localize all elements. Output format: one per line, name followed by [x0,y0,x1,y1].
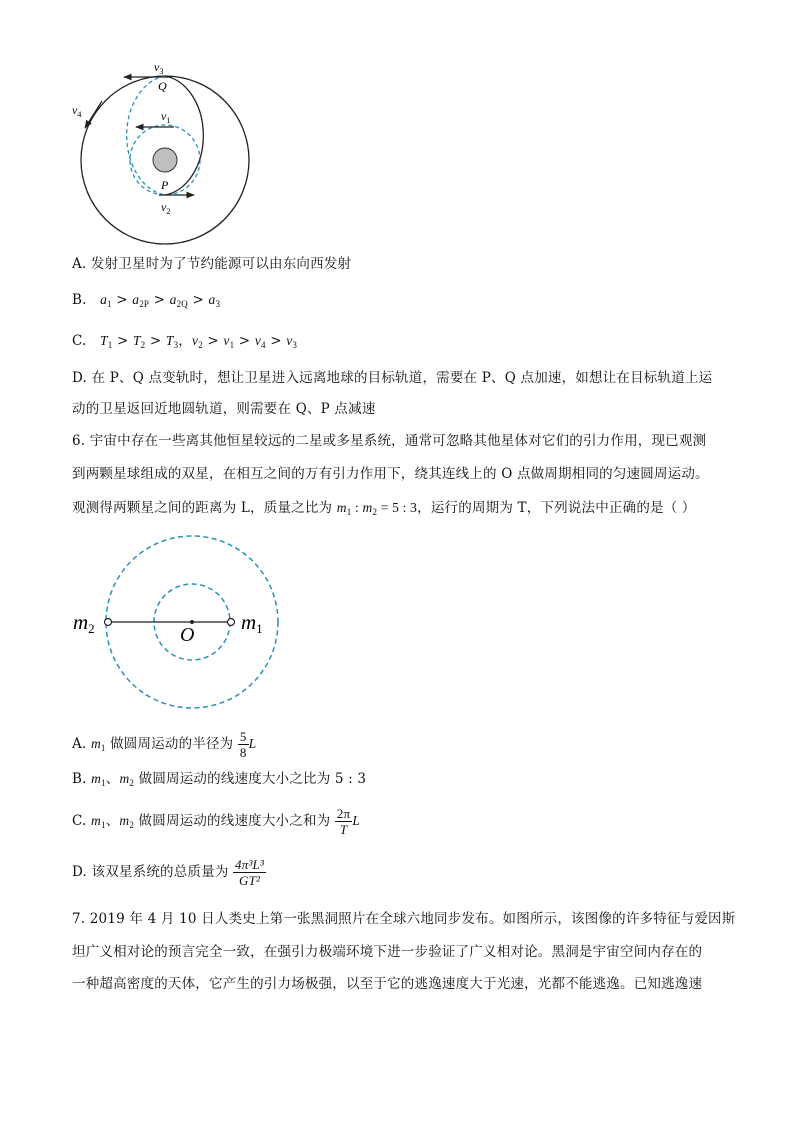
gt: > [187,292,209,308]
fraction-5-8: $\frac{5}{8}$ [239,729,247,760]
T1: $T_1$ [100,333,113,350]
q6-option-b: B. $m_1$、$m_2$ 做圆周运动的线速度大小之比为 5 : 3 [72,771,367,788]
label-Q: Q [158,79,167,93]
q6-stem-line2: 到两颗星球组成的双星，在相互之间的万有引力作用下，绕其连线上的 O 点做周期相同的匀速圆周运动。 [72,466,709,482]
m1-star [228,619,235,626]
v4-arrow [85,101,102,128]
m2-star [105,619,112,626]
q6-stem-line1: 6. 宇宙中存在一些离其他恒星较远的二星或多星系统，通常可忽略其他星体对它们的引力作用，现已观测 [72,433,707,449]
planet [153,148,177,172]
label-P: P [161,178,169,192]
q5-option-b [72,290,220,314]
v2: $v_2$ [192,333,203,350]
label-v3: $v_3$ [154,60,164,76]
a2p: $a_{2P}$ [132,292,150,309]
transfer-orbit-left [127,76,165,195]
mass-ratio: $m_1$ : $m_2 = 5$ : 3 [336,500,418,517]
q5-option-c: C. $T_1 > T_2 > T_3$，$v_2 > v_1 > v_4 > v_3$ [72,333,298,350]
fraction-total-mass: $\frac{\text{4π³L³}}{\text{GT²}}$ [235,857,265,888]
q7-stem-line2: 坦广义相对论的预言完全一致，在强引力极端环境下进一步验证了广义相对论。黑洞是宇宙空间内存在的 [72,944,703,960]
label-v2: $v_2$ [161,200,171,216]
v1: $v_1$ [223,333,235,350]
a1: $a_1$ [100,292,112,309]
label-v1: $v_1$ [161,109,171,125]
L: L [352,813,361,828]
option-text: D. 该双星系统的总质量为 [72,864,234,880]
gt: > [149,292,170,308]
q6-stem-line3 [72,498,696,522]
label-O: O [180,624,195,646]
q7-stem-line1: 7. 2019 年 4 月 10 日人类史上第一张黑洞照片在全球六地同步发布。如图所示，该图像的许多特征与爱因斯 [72,911,736,927]
option-text: 做圆周运动的半径为 [105,736,238,752]
label-m1: m1 [241,610,263,636]
q6-option-d [72,852,266,892]
L: L [248,736,257,751]
q5-option-d-line2: 动的卫星返回近地圆轨道，则需要在 Q、P 点减速 [72,401,376,417]
option-letter: B. [72,292,87,308]
q6-option-a: A. $m_1$ 做圆周运动的半径为 $\frac{5}{8}$ L [72,729,257,760]
label-m2: m2 [73,610,95,636]
q7-stem-line3: 一种超高密度的天体，它产生的引力场极强，以至于它的逃逸速度大于光速，光都不能逃逸。已知逃逸速 [72,976,703,992]
m1: $m_1$ [90,736,106,753]
option-text: 做圆周运动的线速度大小之和为 [134,813,335,829]
gt: > [111,292,133,308]
v3: $v_3$ [286,333,298,350]
separator: ， [178,333,192,349]
binary-star-figure [70,533,290,713]
T3: $T_3$ [165,333,179,350]
fraction-2pi-T: $\frac{2\pi}{T}$ [336,806,351,837]
q5-option-a: A. 发射卫星时为了节约能源可以由东向西发射 [72,256,352,272]
v4: $v_4$ [254,333,266,350]
orbit-transfer-figure [64,58,264,248]
stem-text: 观测得两颗星之间的距离为 L，质量之比为 [72,500,337,516]
q5-option-d-line1: D. 在 P、Q 点变轨时，想让卫星进入远离地球的目标轨道，需要在 P、Q 点加速，如想让在目标轨道上运 [72,370,713,386]
q6-option-c: C. $m_1$、$m_2$ 做圆周运动的线速度大小之和为 $\frac{2\pi}{T}$ L [72,806,361,837]
label-v4: $v_4$ [72,103,82,119]
transfer-orbit-right [165,76,203,195]
a2q: $a_{2Q}$ [169,292,188,309]
stem-text: ，运行的周期为 T，下列说法中正确的是（ ） [417,500,696,516]
option-letter: C. [72,333,87,349]
a3: $a_3$ [208,292,221,309]
T2: $T_2$ [132,333,146,350]
option-text: 做圆周运动的线速度大小之比为 5 : 3 [134,771,367,787]
